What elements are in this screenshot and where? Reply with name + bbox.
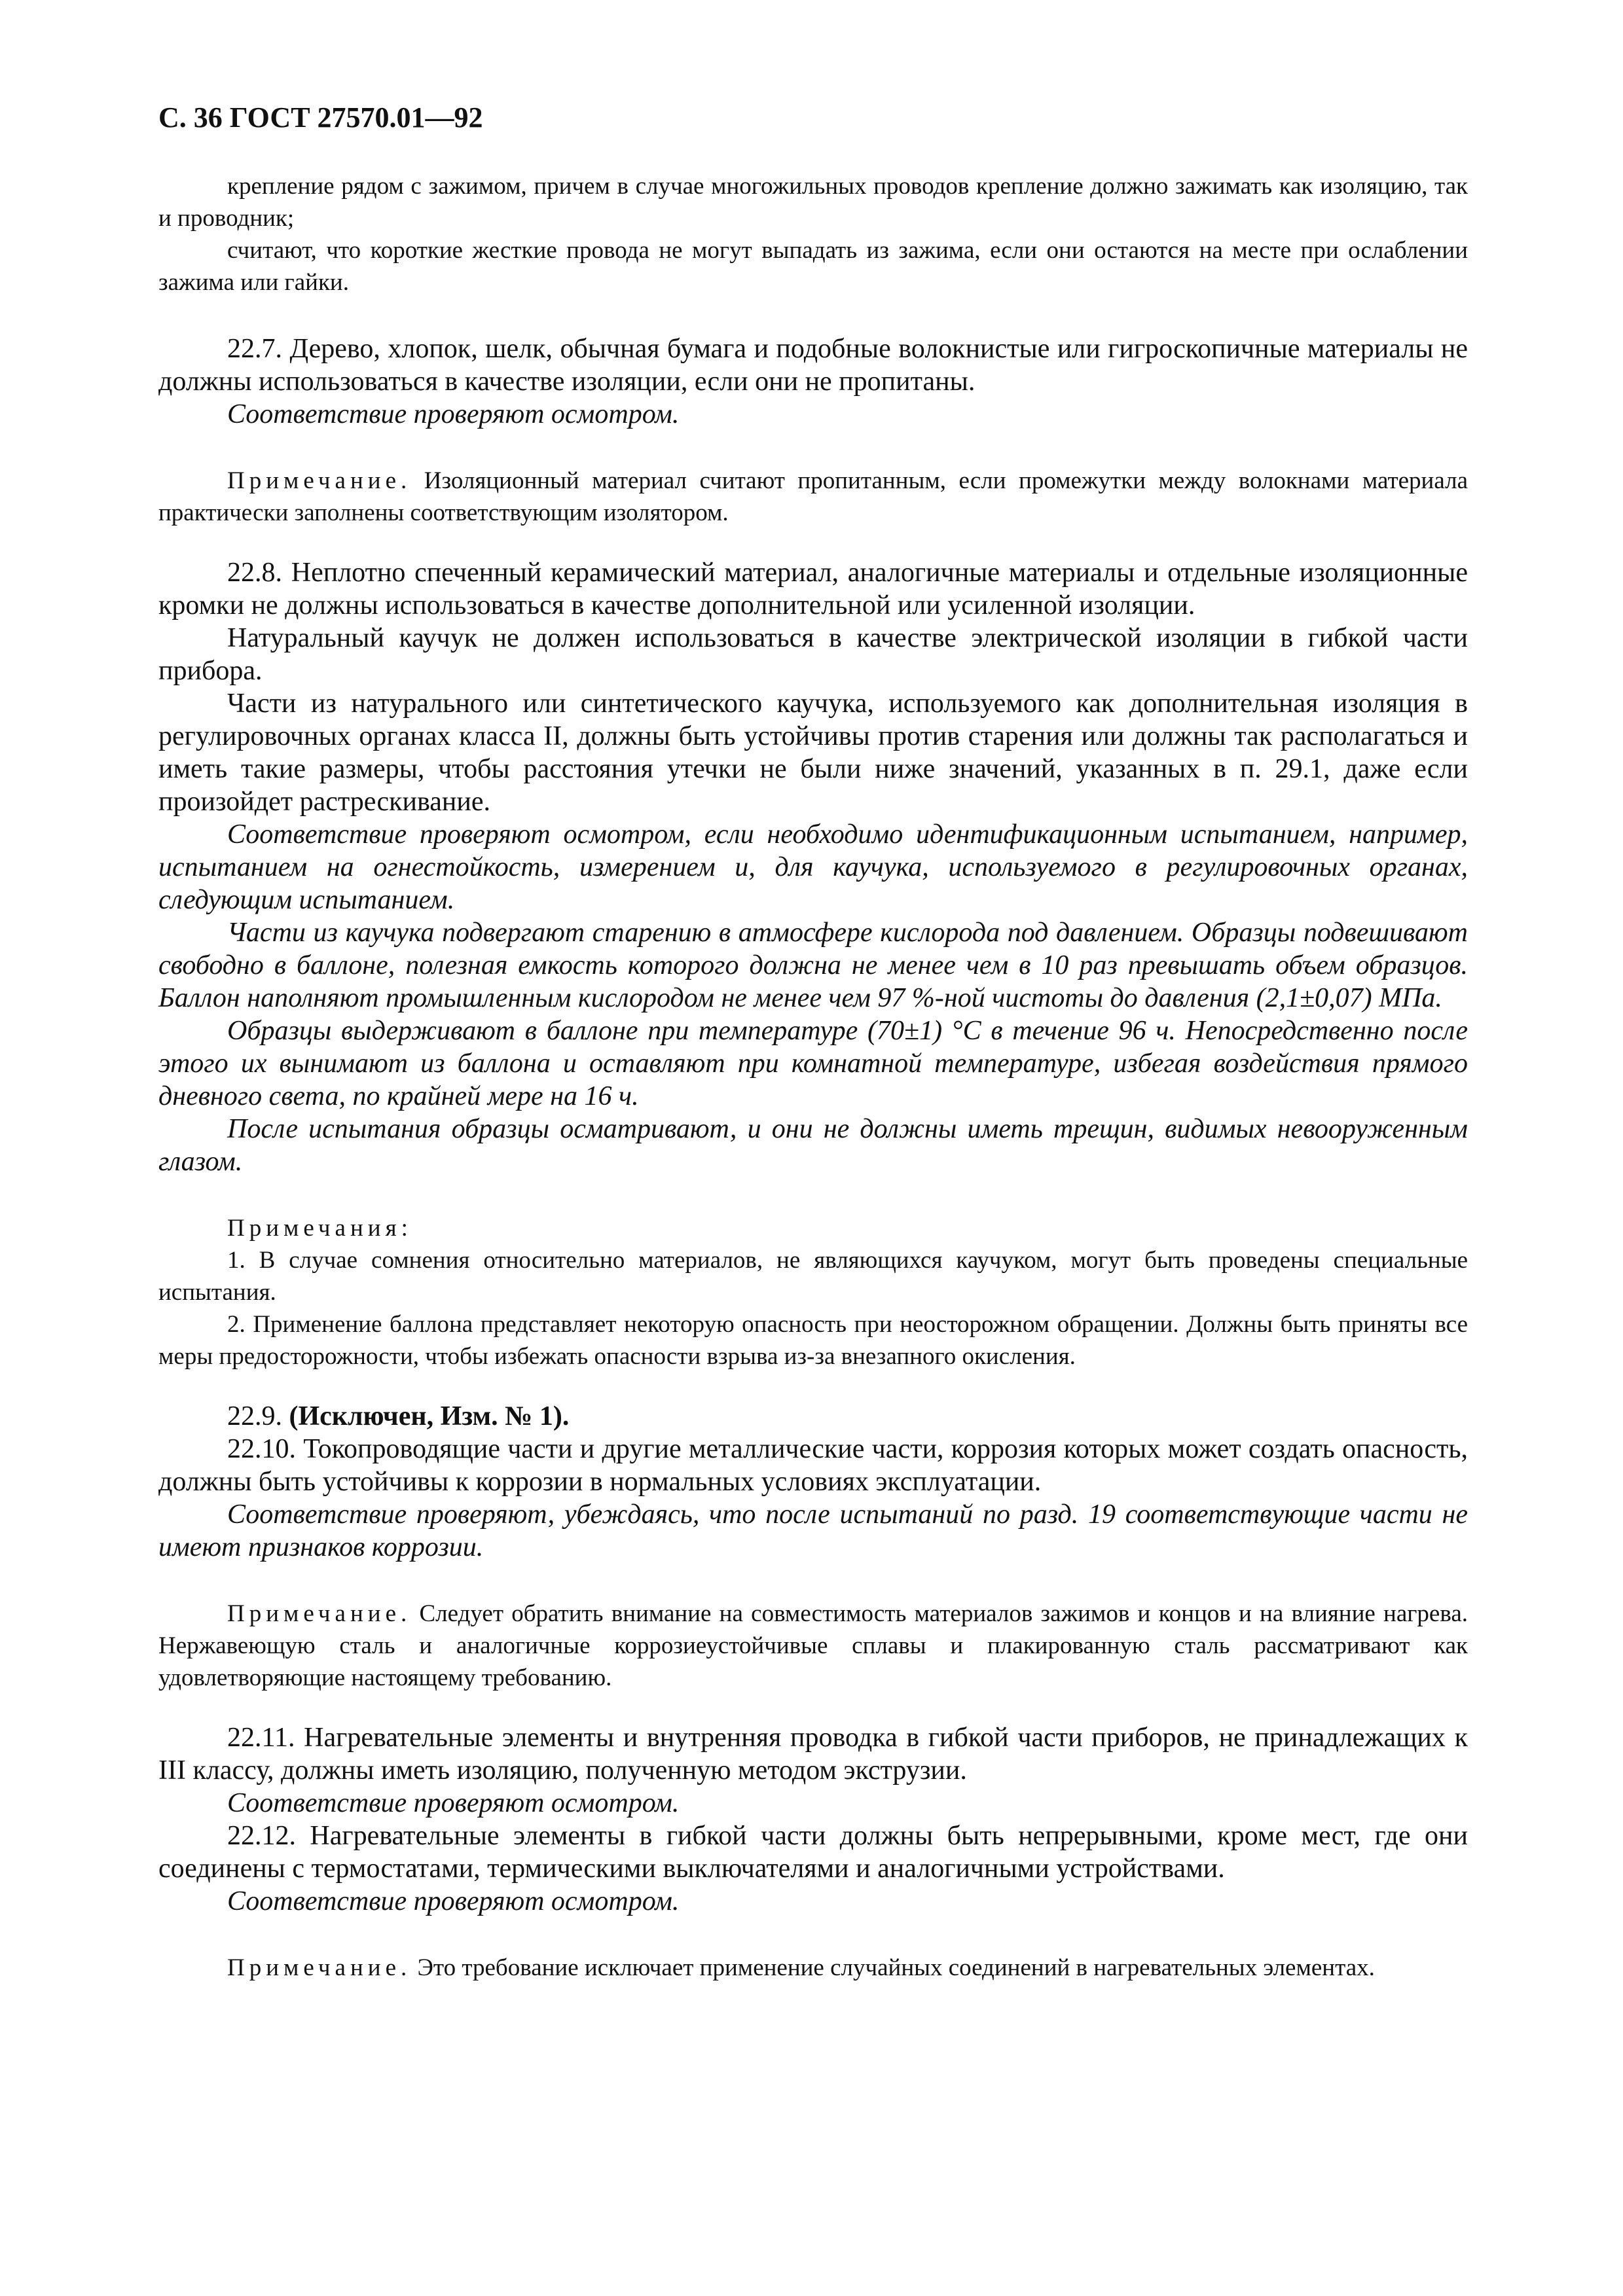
clause-22-10: 22.10. Токопроводящие части и другие металлические части, коррозия которых может создать опасность, должны быть устойчивы к коррозии в нормальных условиях эксплуатации. [158, 1434, 1468, 1497]
clause-22-11-check: Соответствие проверяют осмотром. [227, 1788, 680, 1818]
clause-22-8-inspection: После испытания образцы осматривают, и они не должны иметь трещин, видимых невооруженным глазом. [158, 1114, 1468, 1177]
note-label: Примечание. [227, 467, 412, 494]
clause-22-9-number: 22.9. [227, 1401, 289, 1431]
clause-22-8-aging: Части из каучука подвергают старению в атмосфере кислорода под давлением. Образцы подвешивают свободно в баллоне, полезная емкость которого должна не менее чем в 10 раз превышать объем образцов. Баллон наполняют промышленным кислородом не менее чем 97 %-ной чистоты до давления (2,1±0,07) МПа. [158, 918, 1468, 1013]
clause-22-8-check: Соответствие проверяют осмотром, если необходимо идентификационным испытанием, например, испытанием на огнестойкость, измерением и, для каучука, используемого в регулировочных органах, следующим испытанием. [158, 819, 1468, 915]
note-text: Следует обратить внимание на совместимость материалов зажимов и концов и на влияние нагрева. Нержавеющую сталь и аналогичные коррозиеустойчивые сплавы и плакированную сталь рассматривают как удовлетворяющие настоящему требованию. [158, 1600, 1468, 1691]
clause-22-9-excluded: (Исключен, Изм. № 1). [289, 1401, 570, 1431]
clause-22-8-notes-label [158, 1212, 1468, 1244]
clause-22-8-parts: Части из натурального или синтетического каучука, используемого как дополнительная изоляция в регулировочных органах класса II, должны быть устойчивы против старения или должны так располагаться и иметь такие размеры, чтобы расстояния утечки не были ниже значений, указанных в п. 29.1, даже если произойдет растрескивание. [158, 689, 1468, 817]
paragraph-clamp-fixing: крепление рядом с зажимом, причем в случае многожильных проводов крепление должно зажимать как изоляцию, так и проводник; [158, 173, 1468, 232]
clause-22-7-check: Соответствие проверяют осмотром. [227, 399, 680, 429]
clause-22-10-check: Соответствие проверяют, убеждаясь, что после испытаний по разд. 19 соответствующие части не имеют признаков коррозии. [158, 1499, 1468, 1562]
clause-22-8-rubber: Натуральный каучук не должен использоваться в качестве электрической изоляции в гибкой части прибора. [158, 623, 1468, 686]
clause-22-12: 22.12. Нагревательные элементы в гибкой части должны быть непрерывными, кроме мест, где они соединены с термостатами, термическими выключателями и аналогичными устройствами. [158, 1821, 1468, 1884]
clause-22-11: 22.11. Нагревательные элементы и внутренняя проводка в гибкой части приборов, не принадлежащих к III классу, должны иметь изоляцию, полученную методом экструзии. [158, 1723, 1468, 1785]
note-label: Примечание. [227, 1600, 412, 1627]
page-header: С. 36 ГОСТ 27570.01—92 [158, 101, 483, 134]
note-label: Примечание. [227, 1954, 412, 1981]
notes-label: Примечания: [227, 1215, 412, 1242]
note-text: Это требование исключает применение случайных соединений в нагревательных элементах. [411, 1954, 1375, 1981]
clause-22-8: 22.8. Неплотно спеченный керамический материал, аналогичные материалы и отдельные изоляционные кромки не должны использоваться в качестве дополнительной или усиленной изоляции. [158, 558, 1468, 620]
document-page [158, 98, 1468, 1984]
note-text: Изоляционный материал считают пропитанным, если промежутки между волокнами материала практически заполнены соответствующим изолятором. [158, 467, 1468, 526]
clause-22-8-note-1: 1. В случае сомнения относительно материалов, не являющихся каучуком, могут быть проведены специальные испытания. [158, 1247, 1468, 1306]
clause-22-12-note [158, 1952, 1468, 1984]
clause-22-9 [158, 1400, 1468, 1433]
clause-22-8-temperature: Образцы выдерживают в баллоне при температуре (70±1) °С в течение 96 ч. Непосредственно после этого их вынимают из баллона и оставляют при комнатной температуре, избегая воздействия прямого дневного света, по крайней мере на 16 ч. [158, 1016, 1468, 1111]
clause-22-12-check: Соответствие проверяют осмотром. [227, 1886, 680, 1916]
clause-22-7: 22.7. Дерево, хлопок, шелк, обычная бумага и подобные волокнистые или гигроскопичные материалы не должны использоваться в качестве изоляции, если они не пропитаны. [158, 334, 1468, 397]
clause-22-10-note [158, 1598, 1468, 1694]
clause-22-8-note-2: 2. Применение баллона представляет некоторую опасность при неосторожном обращении. Должны быть приняты все меры предосторожности, чтобы избежать опасности взрыва из-за внезапного окисления. [158, 1311, 1468, 1370]
paragraph-rigid-wires: считают, что короткие жесткие провода не могут выпадать из зажима, если они остаются на месте при ослаблении зажима или гайки. [158, 237, 1468, 296]
clause-22-7-note [158, 465, 1468, 529]
